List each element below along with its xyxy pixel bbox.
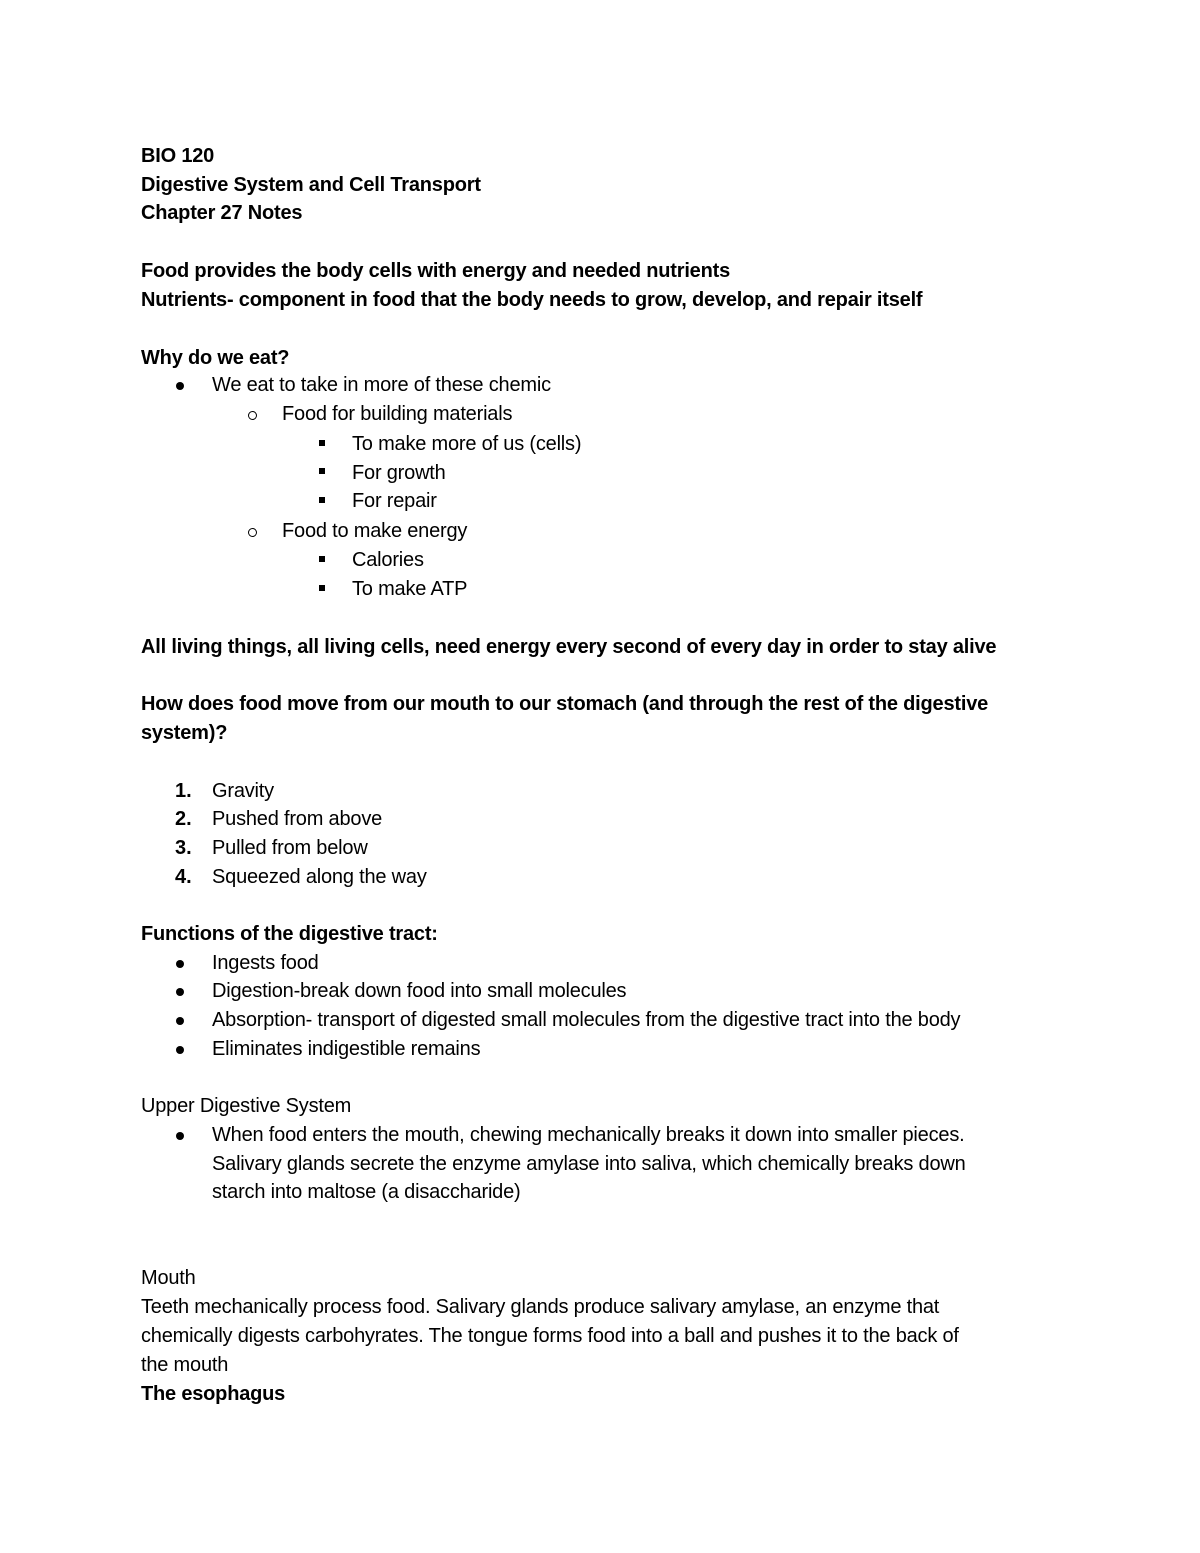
list-number: 4. [175, 866, 192, 888]
bullet-dot-icon [176, 1017, 184, 1025]
why-eat-bullet: We eat to take in more of these chemic [212, 374, 551, 396]
upper-paragraph-line: starch into maltose (a disaccharide) [212, 1181, 521, 1203]
upper-heading: Upper Digestive System [141, 1095, 352, 1117]
circle-bullet-icon [248, 528, 257, 537]
movement-question-line-1: How does food move from our mouth to our stomach (and through the rest of the digestive [141, 693, 989, 715]
functions-heading: Functions of the digestive tract: [141, 923, 438, 945]
why-eat-sub2: Food to make energy [282, 520, 468, 542]
mouth-paragraph-line: the mouth [141, 1354, 229, 1376]
sub2-item: To make ATP [352, 578, 468, 600]
why-eat-sub1: Food for building materials [282, 403, 513, 425]
sub1-item: For growth [352, 462, 446, 484]
bullet-dot-icon [176, 960, 184, 968]
square-bullet-icon [319, 468, 325, 474]
course-code: BIO 120 [141, 145, 215, 167]
function-item: Eliminates indigestible remains [212, 1038, 481, 1060]
function-item: Absorption- transport of digested small molecules from the digestive tract into the body [212, 1009, 961, 1031]
why-eat-heading: Why do we eat? [141, 347, 290, 369]
sub1-item: For repair [352, 490, 437, 512]
bullet-dot-icon [176, 1132, 184, 1140]
intro-line-1: Food provides the body cells with energy and needed nutrients [141, 260, 731, 282]
upper-paragraph-line: When food enters the mouth, chewing mechanically breaks it down into smaller pieces. [212, 1124, 965, 1146]
bullet-dot-icon [176, 988, 184, 996]
mouth-heading: Mouth [141, 1267, 196, 1289]
square-bullet-icon [319, 440, 325, 446]
upper-paragraph-line: Salivary glands secrete the enzyme amylase into saliva, which chemically breaks down [212, 1153, 966, 1175]
movement-item: Pulled from below [212, 837, 368, 859]
square-bullet-icon [319, 556, 325, 562]
circle-bullet-icon [248, 411, 257, 420]
esophagus-heading: The esophagus [141, 1383, 286, 1405]
sub1-item: To make more of us (cells) [352, 433, 582, 455]
movement-question-line-2: system)? [141, 722, 228, 744]
intro-line-2: Nutrients- component in food that the body needs to grow, develop, and repair itself [141, 289, 923, 311]
list-number: 1. [175, 780, 192, 802]
square-bullet-icon [319, 497, 325, 503]
function-item: Digestion-break down food into small molecules [212, 980, 627, 1002]
list-number: 3. [175, 837, 192, 859]
movement-item: Squeezed along the way [212, 866, 427, 888]
bullet-dot-icon [176, 1046, 184, 1054]
bullet-dot-icon [176, 382, 184, 390]
chapter-label: Chapter 27 Notes [141, 202, 303, 224]
movement-item: Pushed from above [212, 808, 383, 830]
list-number: 2. [175, 808, 192, 830]
document-title: Digestive System and Cell Transport [141, 174, 481, 196]
movement-item: Gravity [212, 780, 274, 802]
sub2-item: Calories [352, 549, 424, 571]
mouth-paragraph-line: Teeth mechanically process food. Salivary glands produce salivary amylase, an enzyme that [141, 1296, 940, 1318]
mouth-paragraph-line: chemically digests carbohyrates. The tongue forms food into a ball and pushes it to the back of [141, 1325, 959, 1347]
square-bullet-icon [319, 585, 325, 591]
function-item: Ingests food [212, 952, 319, 974]
living-things-statement: All living things, all living cells, need energy every second of every day in order to stay alive [141, 636, 997, 658]
